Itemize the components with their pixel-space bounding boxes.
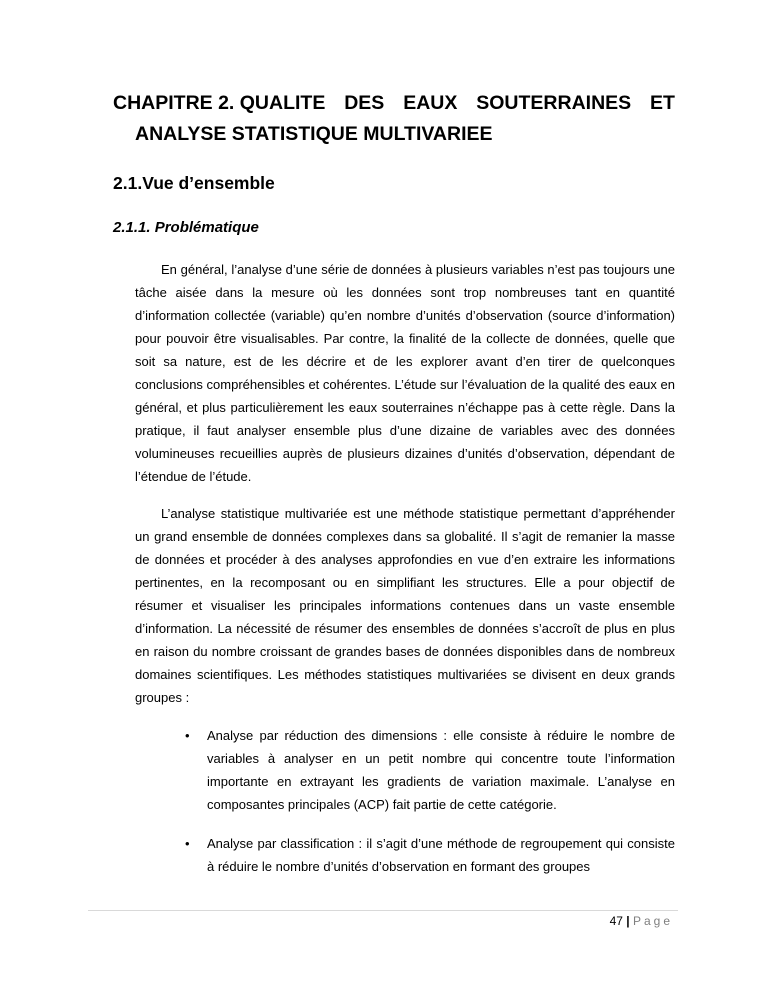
chapter-title-line-2: ANALYSE STATISTIQUE MULTIVARIEE <box>135 123 493 145</box>
chapter-title-word: DES <box>344 92 385 114</box>
bullet-item <box>185 724 675 816</box>
chapter-title-word: SOUTERRAINES <box>476 92 632 114</box>
bullet-icon: • <box>185 728 190 743</box>
section-title: 2.1.Vue d’ensemble <box>113 173 275 193</box>
chapter-title <box>113 88 675 150</box>
page-label: Page <box>632 914 673 928</box>
chapter-title-word: ET <box>650 92 675 114</box>
footer-divider <box>88 910 678 911</box>
subsection-title: 2.1.1. Problématique <box>113 219 259 236</box>
bullet-icon: • <box>185 836 190 851</box>
page-footer <box>610 912 673 930</box>
footer-separator: | <box>626 914 630 928</box>
chapter-title-word: EAUX <box>403 92 458 114</box>
bullet-item <box>185 832 675 878</box>
bullet-text: Analyse par classification : il s’agit d’une méthode de regroupement qui consiste à réduire le nombre d’unités d’observation en formant des groupes <box>207 836 675 874</box>
bullet-text: Analyse par réduction des dimensions : elle consiste à réduire le nombre de variables à analyser en un petit nombre qui concentre toute l’information importante en extrayant les gradients de variation maximale. L’analyse en composantes principales (ACP) fait partie de cette catégorie. <box>207 728 675 812</box>
chapter-title-word: CHAPITRE 2. QUALITE <box>113 92 326 114</box>
page-number: 47 <box>609 914 623 928</box>
chapter-title-line-1 <box>113 88 675 119</box>
body-paragraph: L’analyse statistique multivariée est une méthode statistique permettant d’appréhender un grand ensemble de données complexes dans sa globalité. Il s’agit de remanier la masse de données et procéder à des analyses approfondies en vue d’en extraire les informations pertinentes, en la recomposant ou en simplifiant les structures. Elle a pour objectif de résumer et visualiser les principales informations contenues dans un vaste ensemble d’information. La nécessité de résumer des ensembles de données s’accroît de plus en plus en raison du nombre croissant de grandes bases de données disponibles dans de nombreux domaines scientifiques. Les méthodes statistiques multivariées se divisent en deux grands groupes : <box>135 506 675 705</box>
body-paragraph: En général, l’analyse d’une série de données à plusieurs variables n’est pas toujours une tâche aisée dans la mesure où les données sont trop nombreuses tant en quantité d’information collectée (variable) qu’en nombre d’unités d’observation (source d’information) pour pouvoir être visualisables. Par contre, la finalité de la collecte de données, quelle que soit sa nature, est de les décrire et de les explorer avant d’en tirer de quelconques conclusions compréhensibles et cohérentes. L’étude sur l’évaluation de la qualité des eaux en général, et plus particulièrement les eaux souterraines n’échappe pas à cette règle. Dans la pratique, il faut analyser ensemble plus d’une dizaine de variables avec des données volumineuses recueillies auprès de plusieurs dizaines d’unités d’observation, dépendant de l’étendue de l’étude. <box>135 262 675 484</box>
